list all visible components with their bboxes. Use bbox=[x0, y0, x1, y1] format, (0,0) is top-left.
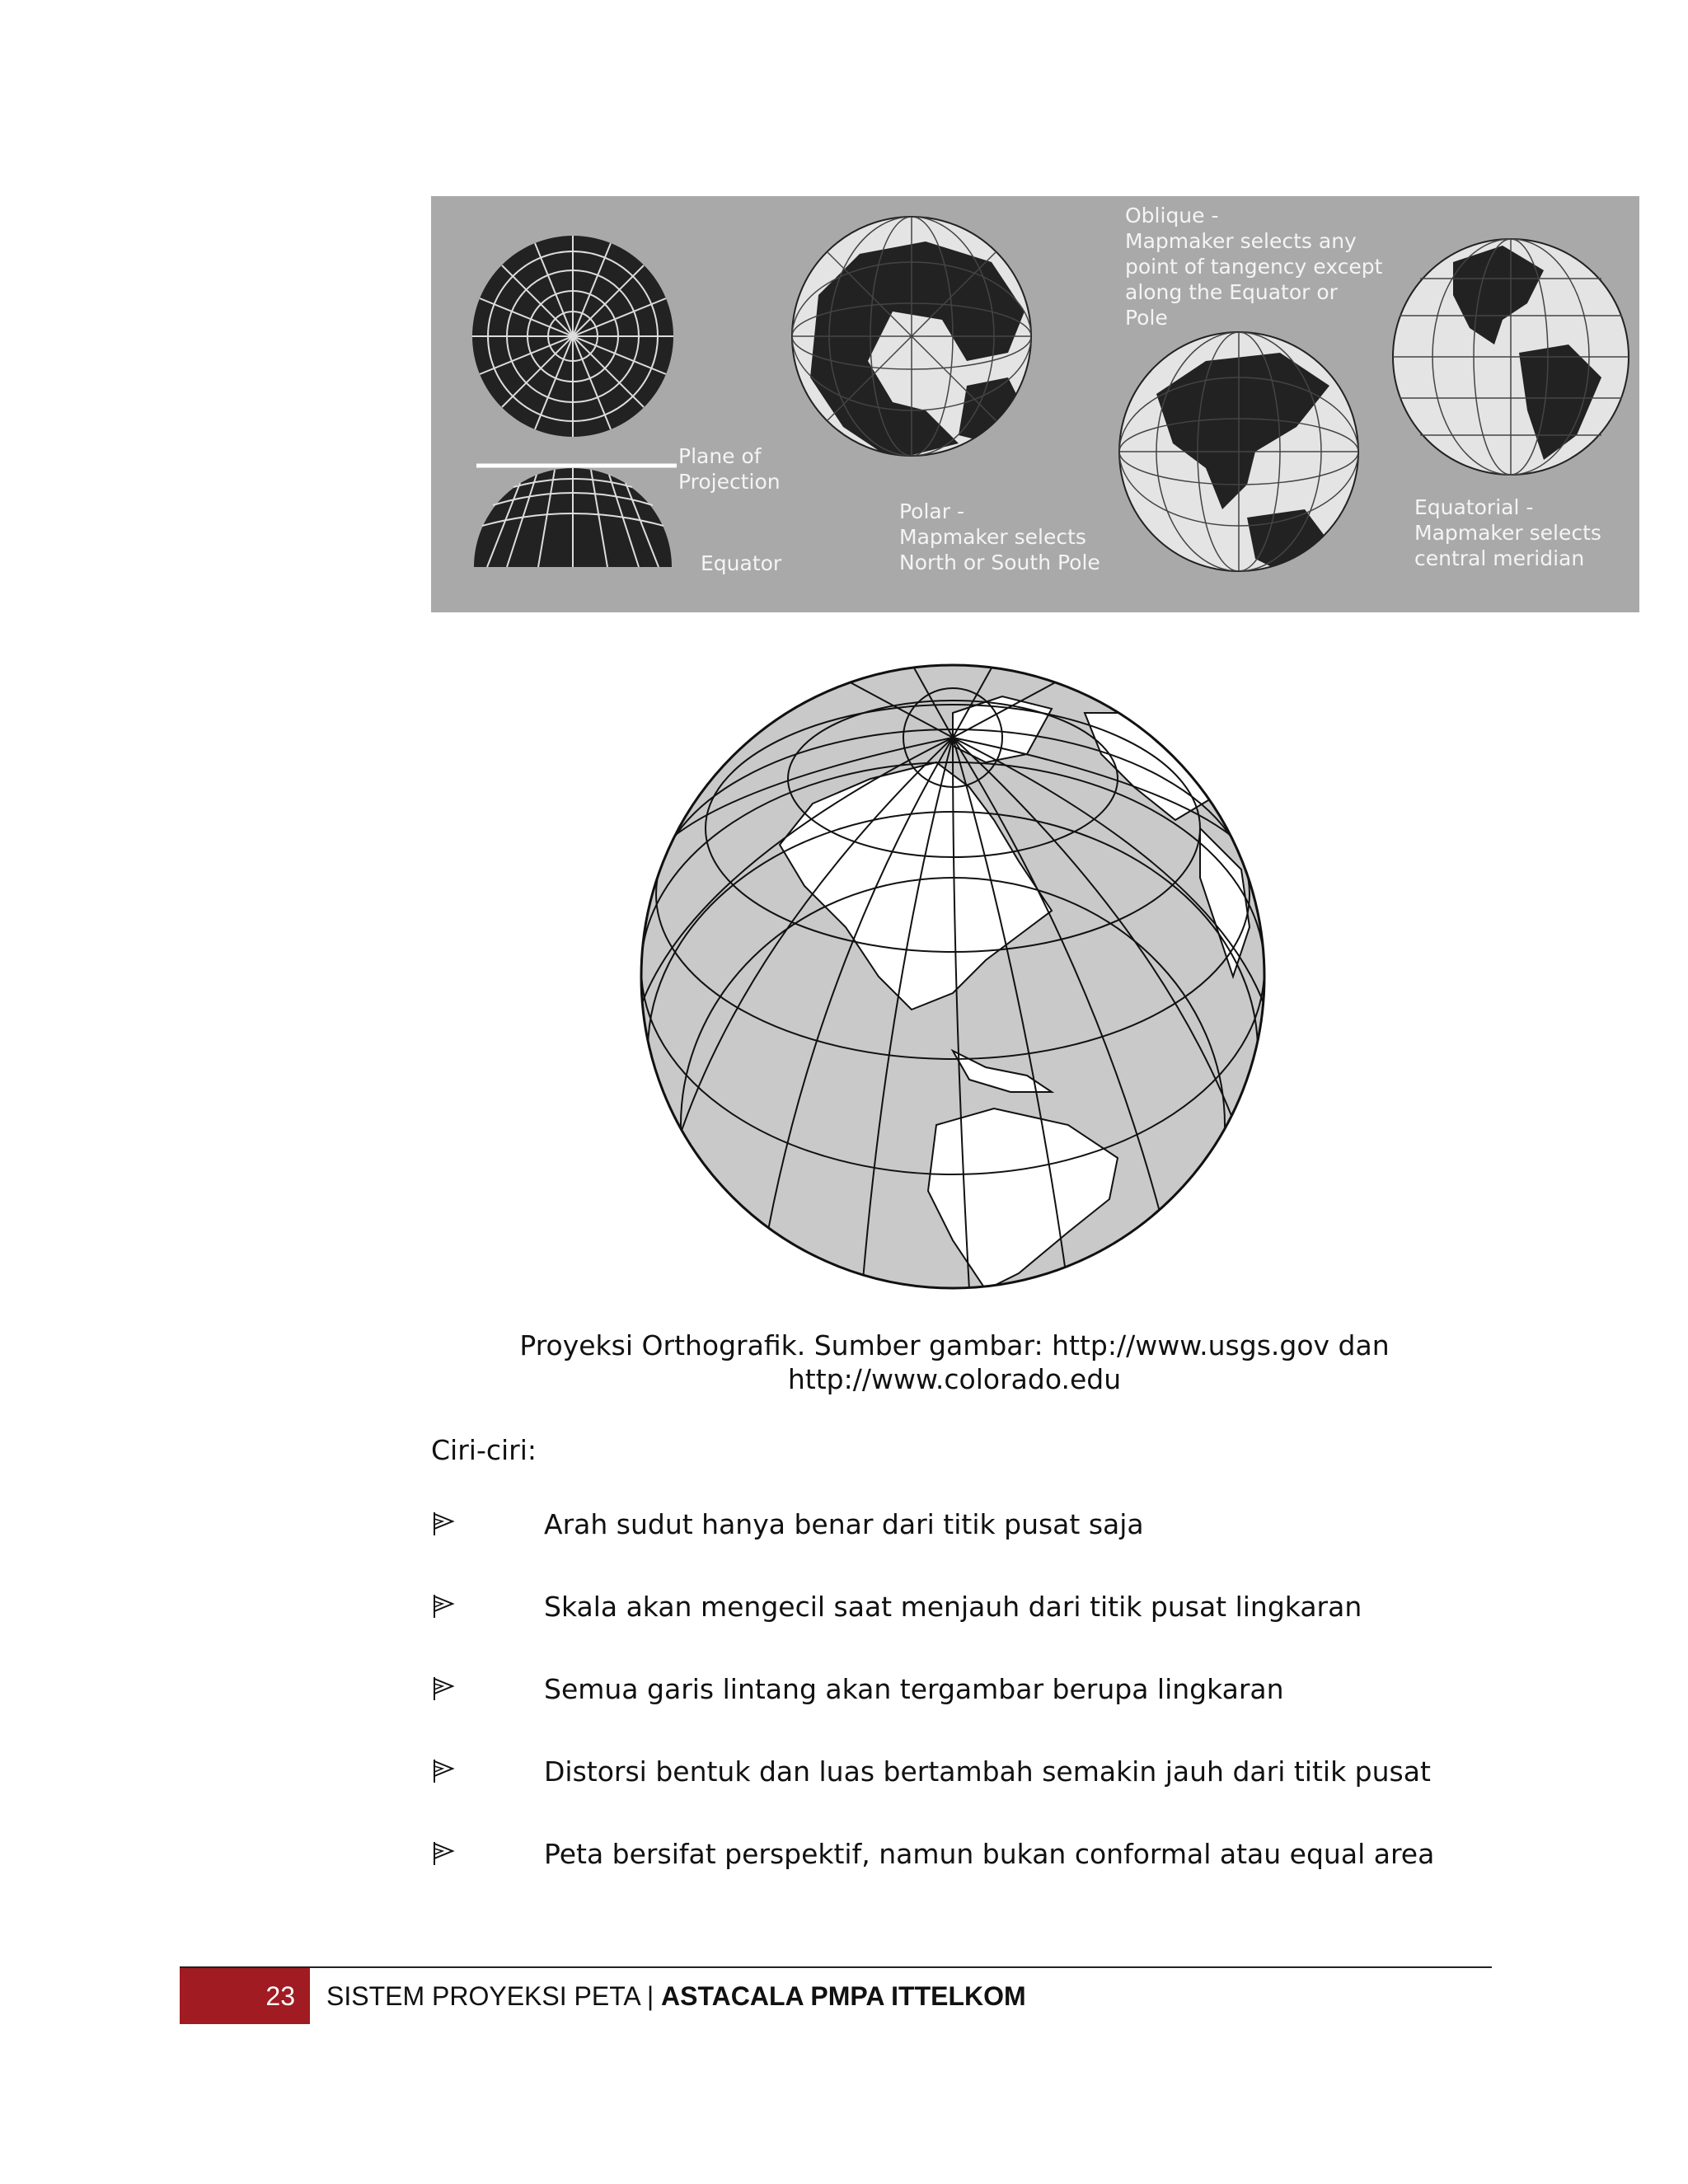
list-item-text: Semua garis lintang akan tergambar berupa lingkaran bbox=[544, 1673, 1284, 1705]
footer-title bbox=[326, 1968, 1026, 2024]
flag-icon bbox=[431, 1840, 456, 1867]
polar-globe bbox=[792, 217, 1031, 460]
footer-separator: | bbox=[646, 1981, 654, 2011]
list-item-text: Arah sudut hanya benar dari titik pusat saja bbox=[544, 1508, 1144, 1540]
orthographic-globe-figure bbox=[640, 663, 1266, 1290]
label-oblique: Oblique - Mapmaker selects any point of tangency except along the Equator or Pole bbox=[1125, 204, 1383, 330]
caption-line-2: http://www.colorado.edu bbox=[787, 1363, 1122, 1395]
list-heading: Ciri-ciri: bbox=[431, 1434, 537, 1466]
list-item-text: Skala akan mengecil saat menjauh dari titik pusat lingkaran bbox=[544, 1591, 1362, 1623]
flag-icon bbox=[431, 1675, 456, 1702]
oblique-globe bbox=[1119, 332, 1358, 575]
hemisphere-grid bbox=[474, 468, 672, 567]
label-equator: Equator bbox=[701, 551, 782, 575]
polar-grid-globe bbox=[472, 236, 673, 437]
flag-icon bbox=[431, 1511, 456, 1537]
list-item-text: Distorsi bentuk dan luas bertambah semakin jauh dari titik pusat bbox=[544, 1755, 1431, 1788]
footer-org: ASTACALA PMPA ITTELKOM bbox=[661, 1981, 1026, 2011]
label-polar: Polar - Mapmaker selects North or South Pole bbox=[899, 499, 1100, 574]
label-plane-of-projection: Plane of Projection bbox=[678, 444, 781, 494]
list-item-text: Peta bersifat perspektif, namun bukan conformal atau equal area bbox=[544, 1838, 1435, 1870]
equatorial-globe bbox=[1393, 239, 1629, 475]
label-equatorial: Equatorial - Mapmaker selects central meridian bbox=[1414, 495, 1601, 570]
caption-line-1: Proyeksi Orthografik. Sumber gambar: http://www.usgs.gov dan bbox=[519, 1329, 1390, 1361]
flag-icon bbox=[431, 1593, 456, 1619]
flag-icon bbox=[431, 1758, 456, 1784]
projection-types-figure bbox=[431, 196, 1639, 612]
figure-caption bbox=[431, 1329, 1478, 1396]
page-number: 23 bbox=[265, 1981, 295, 2011]
footer-doc-title: SISTEM PROYEKSI PETA bbox=[326, 1981, 640, 2011]
